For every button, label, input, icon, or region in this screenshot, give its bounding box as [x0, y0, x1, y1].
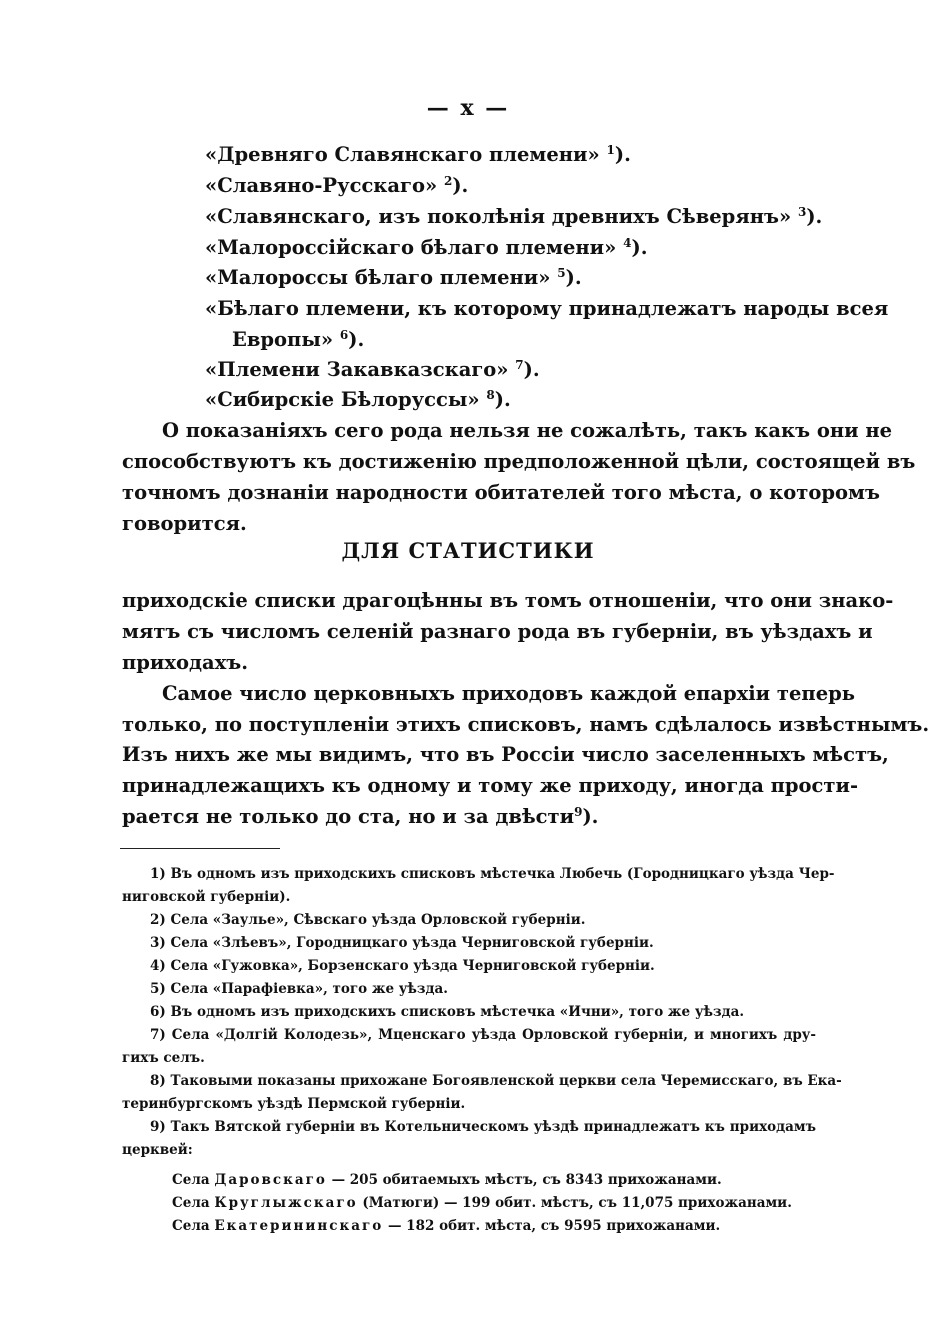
footnote-line: ниговской губерніи). — [122, 889, 291, 905]
paragraph-line: Изъ нихъ же мы видимъ, что въ Россіи число заселенныхъ мѣстъ, — [122, 743, 889, 766]
footnote-ref: 4 — [623, 236, 632, 250]
paragraph-line: точномъ дознаніи народности обитателей того мѣста, о которомъ — [122, 481, 880, 504]
quote-line: «Славяно-Русскаго» $^2$). — [205, 174, 469, 197]
paragraph-line: О показаніяхъ сего рода нельзя не сожалѣть, такъ какъ они не — [162, 419, 893, 442]
quote-line: «Племени Закавказскаго» $^7$). — [205, 358, 540, 381]
village-line: Села Даровскаго — 205 обитаемыхъ мѣстъ, съ 8343 прихожанами. — [172, 1172, 722, 1188]
paragraph-line: рается не только до ста, но и за двѣсти$^9$). — [122, 805, 599, 828]
section-heading: ДЛЯ СТАТИСТИКИ — [341, 538, 595, 563]
paragraph-line: только, по поступленіи этихъ списковъ, намъ сдѣлалось извѣстнымъ. — [122, 713, 930, 736]
paragraph-line: приходскіе списки драгоцѣнны въ томъ отношеніи, что они знако- — [122, 589, 894, 612]
footnote-line: 3) Села «Злѣевъ», Городницкаго уѣзда Черниговской губерніи. — [150, 935, 654, 951]
paragraph-line: мятъ съ числомъ селеній разнаго рода въ губерніи, въ уѣздахъ и — [122, 620, 873, 643]
paragraph-line: принадлежащихъ къ одному и тому же приходу, иногда прости- — [122, 774, 859, 797]
footnote-line: 2) Села «Заулье», Сѣвскаго уѣзда Орловской губерніи. — [150, 912, 586, 928]
footnote-ref: 8 — [486, 388, 495, 402]
quote-line: «Славянскаго, изъ поколѣнія древнихъ Сѣверянъ» $^3$). — [205, 205, 823, 228]
quote-line: Европы» $^6$). — [232, 328, 365, 351]
quote-line: «Малороссы бѣлаго племени» $^5$). — [205, 266, 582, 289]
village-line: Села Екатерининскаго — 182 обит. мѣста, съ 9595 прихожанами. — [172, 1218, 721, 1234]
footnote-line: 4) Села «Гужовка», Борзенскаго уѣзда Черниговской губерніи. — [150, 958, 655, 974]
footnote-line: 1) Въ одномъ изъ приходскихъ списковъ мѣстечка Любечь (Городницкаго уѣзда Чер- — [150, 866, 835, 882]
page-number: — x — — [426, 95, 510, 121]
footnote-line: теринбургскомъ уѣздѣ Пермской губерніи. — [122, 1096, 466, 1112]
footnote-ref: 5 — [557, 266, 566, 280]
paragraph-line: говорится. — [122, 512, 247, 535]
footnote-ref: 3 — [797, 205, 807, 219]
footnote-ref: 9 — [574, 805, 583, 819]
quote-line: «Бѣлаго племени, къ которому принадлежатъ народы всея — [205, 297, 889, 320]
village-line: Села Круглыжскаго (Матюги) — 199 обит. мѣстъ, съ 11,075 прихожанами. — [172, 1195, 792, 1211]
footnote-ref: 6 — [339, 328, 349, 342]
footnote-line: 5) Села «Парафіевка», того же уѣзда. — [150, 981, 448, 997]
footnote-line: 8) Таковыми показаны прихожане Богоявленской церкви села Черемисскаго, въ Ека- — [150, 1073, 842, 1089]
quote-line: «Сибирскіе Бѣлоруссы» $^8$). — [205, 388, 511, 411]
footnote-line: 9) Такъ Вятской губерніи въ Котельническомъ уѣздѣ принадлежатъ къ приходамъ — [150, 1119, 816, 1135]
footnote-line: церквей: — [122, 1142, 193, 1158]
paragraph-line: приходахъ. — [122, 651, 249, 674]
paragraph-line: способствуютъ къ достиженію предположенной цѣли, состоящей въ — [122, 450, 916, 473]
footnote-ref: 1 — [606, 143, 615, 157]
footnote-line: 6) Въ одномъ изъ приходскихъ списковъ мѣстечка «Ични», того же уѣзда. — [150, 1004, 745, 1020]
footnote-ref: 7 — [515, 358, 524, 372]
footnote-divider — [120, 848, 280, 849]
footnote-line: гихъ селъ. — [122, 1050, 205, 1066]
quote-line: «Малороссійскаго бѣлаго племени» $^4$). — [205, 236, 648, 259]
footnote-ref: 2 — [443, 174, 453, 188]
paragraph-line: Самое число церковныхъ приходовъ каждой епархіи теперь — [162, 682, 855, 705]
footnote-line: 7) Села «Долгій Колодезь», Мценскаго уѣзда Орловской губерніи, и многихъ дру- — [150, 1027, 816, 1043]
quote-line: «Древняго Славянскаго племени» $^1$). — [205, 143, 631, 166]
